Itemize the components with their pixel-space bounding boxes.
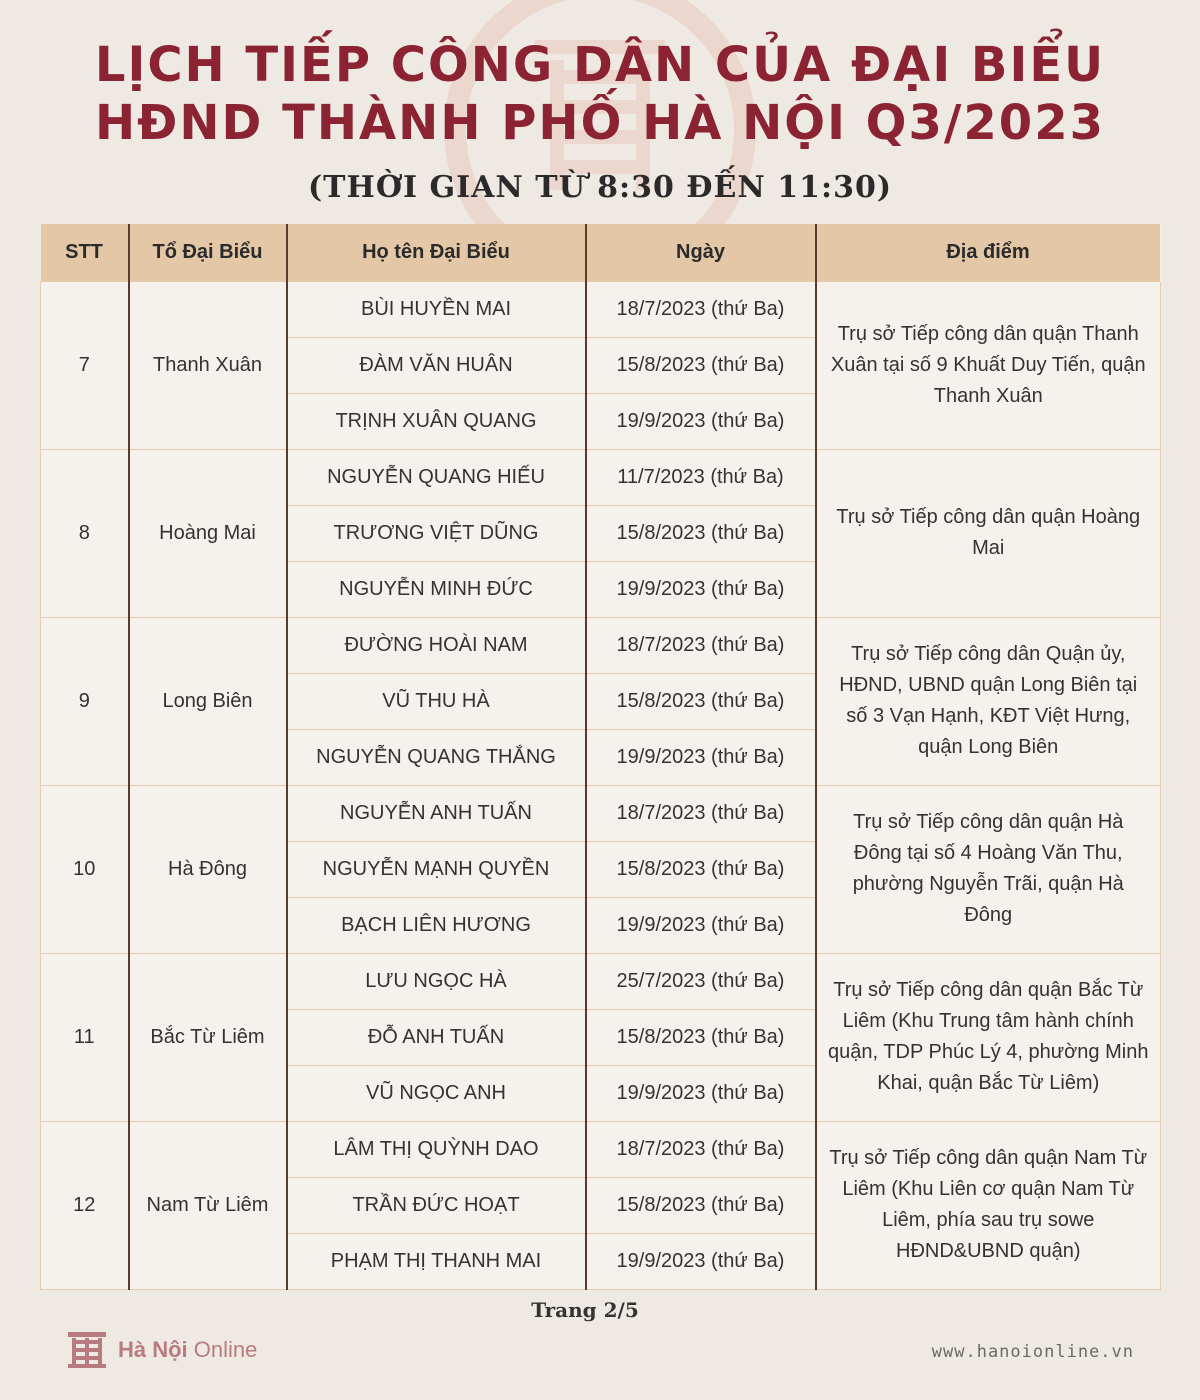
cell-delegate-name: ĐỖ ANH TUẤN <box>287 1009 586 1065</box>
cell-delegate-name: VŨ NGỌC ANH <box>287 1065 586 1121</box>
cell-delegate-name: BÙI HUYỀN MAI <box>287 281 586 337</box>
cell-delegate-name: TRẦN ĐỨC HOẠT <box>287 1177 586 1233</box>
cell-delegate-name: PHẠM THỊ THANH MAI <box>287 1233 586 1289</box>
page-title <box>0 36 1200 152</box>
table-row <box>41 785 1161 841</box>
cell-delegate-name: LƯU NGỌC HÀ <box>287 953 586 1009</box>
header-place: Địa điểm <box>816 224 1161 281</box>
cell-group: Thanh Xuân <box>129 281 287 449</box>
cell-delegate-name: NGUYỄN ANH TUẤN <box>287 785 586 841</box>
cell-date: 19/9/2023 (thứ Ba) <box>586 1065 816 1121</box>
cell-date: 11/7/2023 (thứ Ba) <box>586 449 816 505</box>
table-body <box>41 281 1161 1289</box>
cell-date: 18/7/2023 (thứ Ba) <box>586 785 816 841</box>
website-url: www.hanoionline.vn <box>931 1342 1134 1362</box>
cell-date: 18/7/2023 (thứ Ba) <box>586 617 816 673</box>
schedule-table <box>40 224 1162 1290</box>
cell-stt: 7 <box>41 281 129 449</box>
cell-place: Trụ sở Tiếp công dân Quận ủy, HĐND, UBND quận Long Biên tại số 3 Vạn Hạnh, KĐT Việt Hưng, quận Long Biên <box>816 617 1161 785</box>
cell-stt: 8 <box>41 449 129 617</box>
cell-group: Hà Đông <box>129 785 287 953</box>
title-line-1: LỊCH TIẾP CÔNG DÂN CỦA ĐẠI BIỂU <box>94 37 1106 93</box>
cell-date: 25/7/2023 (thứ Ba) <box>586 953 816 1009</box>
cell-place: Trụ sở Tiếp công dân quận Hà Đông tại số 4 Hoàng Văn Thu, phường Nguyễn Trãi, quận Hà Đông <box>816 785 1161 953</box>
cell-date: 15/8/2023 (thứ Ba) <box>586 1177 816 1233</box>
cell-stt: 12 <box>41 1121 129 1289</box>
cell-date: 18/7/2023 (thứ Ba) <box>586 281 816 337</box>
logo-brand: Hà Nội <box>118 1337 188 1362</box>
cell-date: 18/7/2023 (thứ Ba) <box>586 1121 816 1177</box>
page-subtitle: (THỜI GIAN TỪ 8:30 ĐẾN 11:30) <box>307 170 893 205</box>
header-stt: STT <box>41 224 129 281</box>
cell-delegate-name: ĐƯỜNG HOÀI NAM <box>287 617 586 673</box>
cell-date: 15/8/2023 (thứ Ba) <box>586 505 816 561</box>
table-row <box>41 449 1161 505</box>
cell-date: 19/9/2023 (thứ Ba) <box>586 729 816 785</box>
cell-date: 19/9/2023 (thứ Ba) <box>586 561 816 617</box>
cell-date: 15/8/2023 (thứ Ba) <box>586 841 816 897</box>
cell-delegate-name: NGUYỄN QUANG HIẾU <box>287 449 586 505</box>
cell-group: Long Biên <box>129 617 287 785</box>
cell-group: Hoàng Mai <box>129 449 287 617</box>
cell-place: Trụ sở Tiếp công dân quận Thanh Xuân tại số 9 Khuất Duy Tiến, quận Thanh Xuân <box>816 281 1161 449</box>
logo <box>66 1330 257 1370</box>
cell-group: Nam Từ Liêm <box>129 1121 287 1289</box>
cell-date: 19/9/2023 (thứ Ba) <box>586 1233 816 1289</box>
cell-date: 15/8/2023 (thứ Ba) <box>586 337 816 393</box>
cell-delegate-name: LÂM THỊ QUỲNH DAO <box>287 1121 586 1177</box>
cell-date: 15/8/2023 (thứ Ba) <box>586 673 816 729</box>
cell-delegate-name: NGUYỄN QUANG THẮNG <box>287 729 586 785</box>
cell-delegate-name: BẠCH LIÊN HƯƠNG <box>287 897 586 953</box>
cell-stt: 11 <box>41 953 129 1121</box>
cell-date: 15/8/2023 (thứ Ba) <box>586 1009 816 1065</box>
cell-delegate-name: TRƯƠNG VIỆT DŨNG <box>287 505 586 561</box>
cell-stt: 10 <box>41 785 129 953</box>
header-group: Tổ Đại Biểu <box>129 224 287 281</box>
cell-delegate-name: ĐÀM VĂN HUÂN <box>287 337 586 393</box>
cell-place: Trụ sở Tiếp công dân quận Nam Từ Liêm (Khu Liên cơ quận Nam Từ Liêm, phía sau trụ sowe HĐND&UBND quận) <box>816 1121 1161 1289</box>
cell-delegate-name: NGUYỄN MINH ĐỨC <box>287 561 586 617</box>
page-number: Trang 2/5 <box>531 1298 639 1322</box>
table-row <box>41 953 1161 1009</box>
cell-stt: 9 <box>41 617 129 785</box>
logo-suffix: Online <box>187 1337 258 1362</box>
table-header-row <box>41 224 1161 281</box>
cell-place: Trụ sở Tiếp công dân quận Hoàng Mai <box>816 449 1161 617</box>
header-name: Họ tên Đại Biểu <box>287 224 586 281</box>
table-row <box>41 281 1161 337</box>
table-row <box>41 1121 1161 1177</box>
cell-group: Bắc Từ Liêm <box>129 953 287 1121</box>
cell-place: Trụ sở Tiếp công dân quận Bắc Từ Liêm (Khu Trung tâm hành chính quận, TDP Phúc Lý 4, phường Minh Khai, quận Bắc Từ Liêm) <box>816 953 1161 1121</box>
table-row <box>41 617 1161 673</box>
hanoi-emblem-icon <box>66 1330 108 1370</box>
cell-delegate-name: TRỊNH XUÂN QUANG <box>287 393 586 449</box>
title-line-2: HĐND THÀNH PHỐ HÀ NỘI Q3/2023 <box>94 95 1105 151</box>
cell-delegate-name: NGUYỄN MẠNH QUYỀN <box>287 841 586 897</box>
cell-delegate-name: VŨ THU HÀ <box>287 673 586 729</box>
header-date: Ngày <box>586 224 816 281</box>
cell-date: 19/9/2023 (thứ Ba) <box>586 393 816 449</box>
cell-date: 19/9/2023 (thứ Ba) <box>586 897 816 953</box>
